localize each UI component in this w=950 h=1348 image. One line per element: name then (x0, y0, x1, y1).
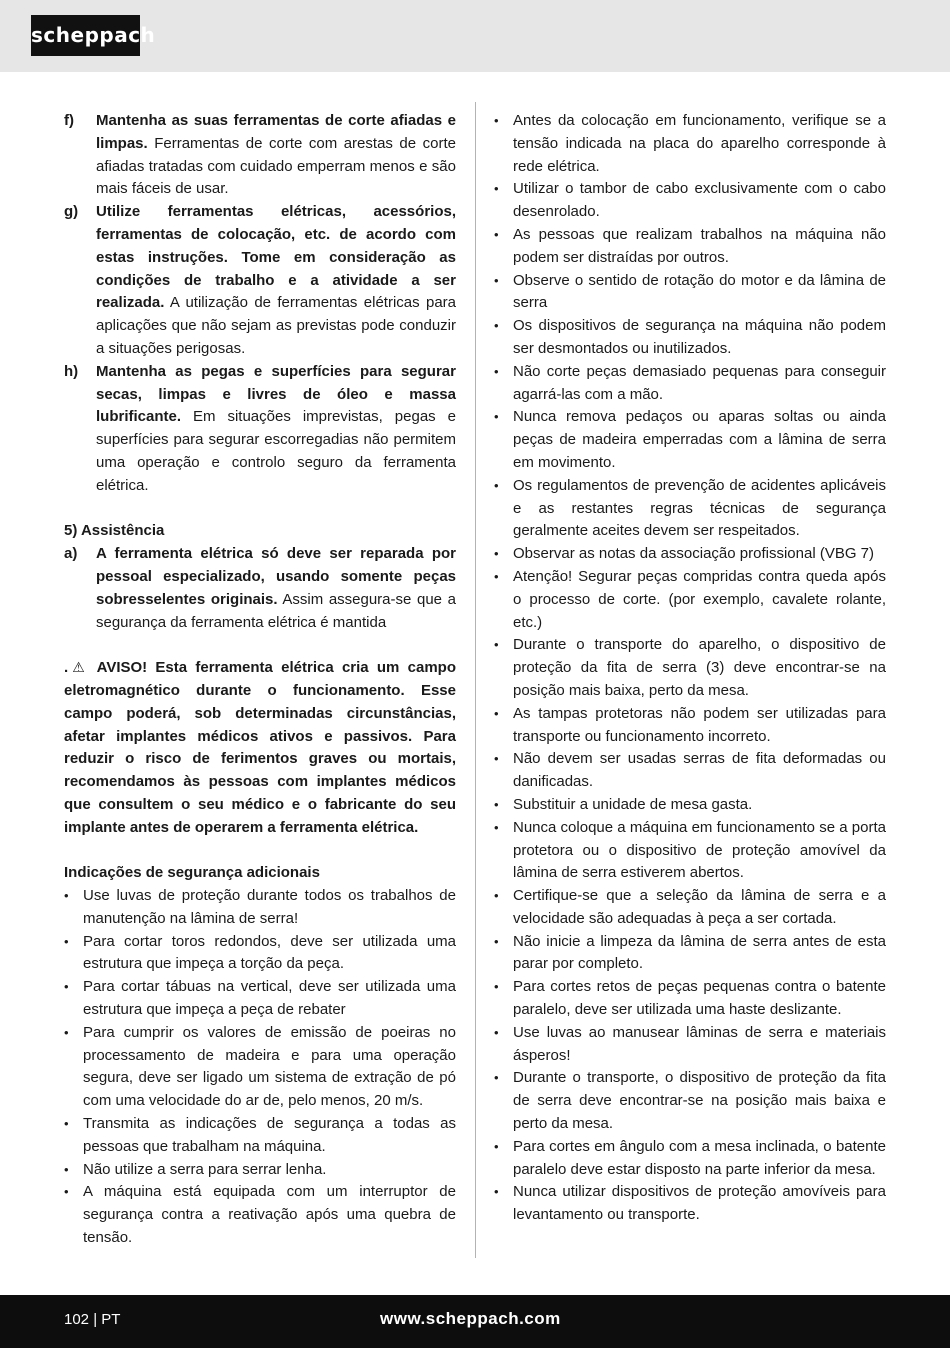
rule-item-a (64, 543, 456, 634)
rule-body-text: Em situações imprevistas, pegas e superfícies para segurar escorregadias não permitem uma operação e controlo seguro da ferramenta elétrica. (96, 408, 456, 494)
list-item: • A máquina está equipada com um interruptor de segurança contra a reativação após uma quebra de tensão. (64, 1181, 456, 1249)
list-item: • Para cortar tábuas na vertical, deve ser utilizada uma estrutura que impeça a peça de rebater (64, 976, 456, 1022)
rule-bold-text: Utilize ferramentas elétricas, acessórios, ferramentas de colocação, etc. de acordo com estas instruções. Tome em consideração as condições de trabalho e a atividade a ser realizada. (96, 203, 456, 312)
right-column (494, 110, 886, 1227)
rule-bold-text: Mantenha as suas ferramentas de corte afiadas e limpas. (96, 112, 456, 152)
list-item: • Nunca coloque a máquina em funcionamento se a porta protetora ou o dispositivo de proteção amovível da lâmina de serra estiverem abertos. (494, 817, 886, 885)
rule-text (96, 543, 456, 634)
list-item: • Não utilize a serra para serrar lenha. (64, 1159, 456, 1182)
rule-label: h) (64, 362, 79, 380)
list-item: • Observe o sentido de rotação do motor e da lâmina de serra (494, 270, 886, 316)
rule-body-text: A utilização de ferramentas elétricas para aplicações que não sejam as previstas pode conduzir a situações perigosas. (96, 294, 456, 357)
list-item: • Certifique-se que a seleção da lâmina de serra e a velocidade são adequadas à peça a ser cortada. (494, 885, 886, 931)
page-footer (0, 1295, 950, 1348)
list-item: • Atenção! Segurar peças compridas contra queda após o processo de corte. (por exemplo, cavalete rolante, etc.) (494, 566, 886, 634)
list-item: • Nunca utilizar dispositivos de proteção amovíveis para levantamento ou transporte. (494, 1181, 886, 1227)
list-item: • Use luvas ao manusear lâminas de serra e materiais ásperos! (494, 1022, 886, 1068)
list-item: • Os regulamentos de prevenção de acidentes aplicáveis e as restantes regras técnicas de segurança geralmente aceites devem ser respeitados. (494, 475, 886, 543)
rules-list-f-h (64, 110, 456, 498)
list-item: • Durante o transporte, o dispositivo de proteção da fita de serra deve encontrar-se na posição mais baixa e perto da mesa. (494, 1067, 886, 1135)
rule-body-text: Ferramentas de corte com arestas de corte afiadas tratadas com cuidado emperram menos e são mais fáceis de usar. (96, 134, 456, 198)
list-item: • Nunca remova pedaços ou aparas soltas ou ainda peças de madeira emperradas com a lâmina de serra em movimento. (494, 406, 886, 474)
list-item: • Para cortes retos de peças pequenas contra o batente paralelo, deve ser utilizada uma haste deslizante. (494, 976, 886, 1022)
rule-label: a) (64, 545, 78, 563)
rule-label: f) (64, 112, 74, 129)
list-item: • Não corte peças demasiado pequenas para conseguir agarrá-las com a mão. (494, 361, 886, 407)
emf-warning (64, 657, 456, 839)
rule-text (96, 361, 456, 498)
warning-triangle-icon: ⚠ (68, 660, 89, 677)
rule-label: g) (64, 203, 79, 221)
rule-text (96, 110, 456, 201)
column-divider (475, 102, 476, 1258)
page-header (0, 0, 950, 72)
rule-text (96, 201, 456, 361)
additional-safety-heading: Indicações de segurança adicionais (64, 864, 320, 882)
website-url: www.scheppach.com (380, 1309, 561, 1328)
list-item: • Não devem ser usadas serras de fita deformadas ou danificadas. (494, 748, 886, 794)
section-5-heading: 5) Assistência (64, 522, 165, 540)
list-item: • Para cortes em ângulo com a mesa inclinada, o batente paralelo deve estar disposto na parte inferior da mesa. (494, 1136, 886, 1182)
list-item: • As pessoas que realizam trabalhos na máquina não podem ser distraídas por outros. (494, 224, 886, 270)
list-item: • Não inicie a limpeza da lâmina de serra antes de esta parar por completo. (494, 931, 886, 977)
list-item: • Para cortar toros redondos, deve ser utilizada uma estrutura que impeça a torção da peça. (64, 931, 456, 977)
warning-prefix: . (64, 659, 69, 677)
rule-item-h (64, 361, 456, 498)
safety-bullet-list (494, 110, 886, 1227)
brand-logo: scheppach (31, 15, 140, 56)
list-item: • Use luvas de proteção durante todos os trabalhos de manutenção na lâmina de serra! (64, 885, 456, 931)
rule-bold-text: Mantenha as pegas e superfícies para segurar secas, limpas e livres de óleo e massa lubrificante. (96, 362, 456, 426)
list-item: • Para cumprir os valores de emissão de poeiras no processamento de madeira e para uma operação segura, deve ser ligado um sistema de extração de pó com uma velocidade do ar de, pelo menos, 20 m/s. (64, 1022, 456, 1113)
rule-bold-text: A ferramenta elétrica só deve ser reparada por pessoal especializado, usando somente peças sobresselentes originais. (96, 545, 456, 608)
rule-item-f (64, 110, 456, 201)
list-item: • Antes da colocação em funcionamento, verifique se a tensão indicada na placa do aparelho corresponde à rede elétrica. (494, 110, 886, 178)
warning-text: AVISO! Esta ferramenta elétrica cria um campo eletromagnético durante o funcionamento. Esse campo poderá, sob determinadas circunstâncias, afetar implantes médicos ativos e passivos. Para reduzir o risco de ferimentos graves ou mortais, recomendamos às pessoas com implantes médicos que consultem o seu médico e o fabricante do seu implante antes de operarem a ferramenta elétrica. (64, 659, 456, 836)
list-item: • As tampas protetoras não podem ser utilizadas para transporte ou funcionamento incorreto. (494, 703, 886, 749)
list-item: • Os dispositivos de segurança na máquina não podem ser desmontados ou inutilizados. (494, 315, 886, 361)
additional-safety-list (64, 885, 456, 1250)
page-number: 102 | PT (64, 1311, 121, 1328)
rule-body-text: Assim assegura-se que a segurança da ferramenta elétrica é mantida (96, 590, 456, 631)
left-column (64, 110, 456, 1250)
rule-item-g (64, 201, 456, 361)
list-item: • Durante o transporte do aparelho, o dispositivo de proteção da fita de serra (3) deve encontrar-se na posição mais baixa, perto da mesa. (494, 634, 886, 702)
list-item: • Utilizar o tambor de cabo exclusivamente com o cabo desenrolado. (494, 178, 886, 224)
list-item: • Substituir a unidade de mesa gasta. (494, 794, 886, 817)
list-item: • Transmita as indicações de segurança a todas as pessoas que trabalham na máquina. (64, 1113, 456, 1159)
list-item: • Observar as notas da associação profissional (VBG 7) (494, 543, 886, 566)
